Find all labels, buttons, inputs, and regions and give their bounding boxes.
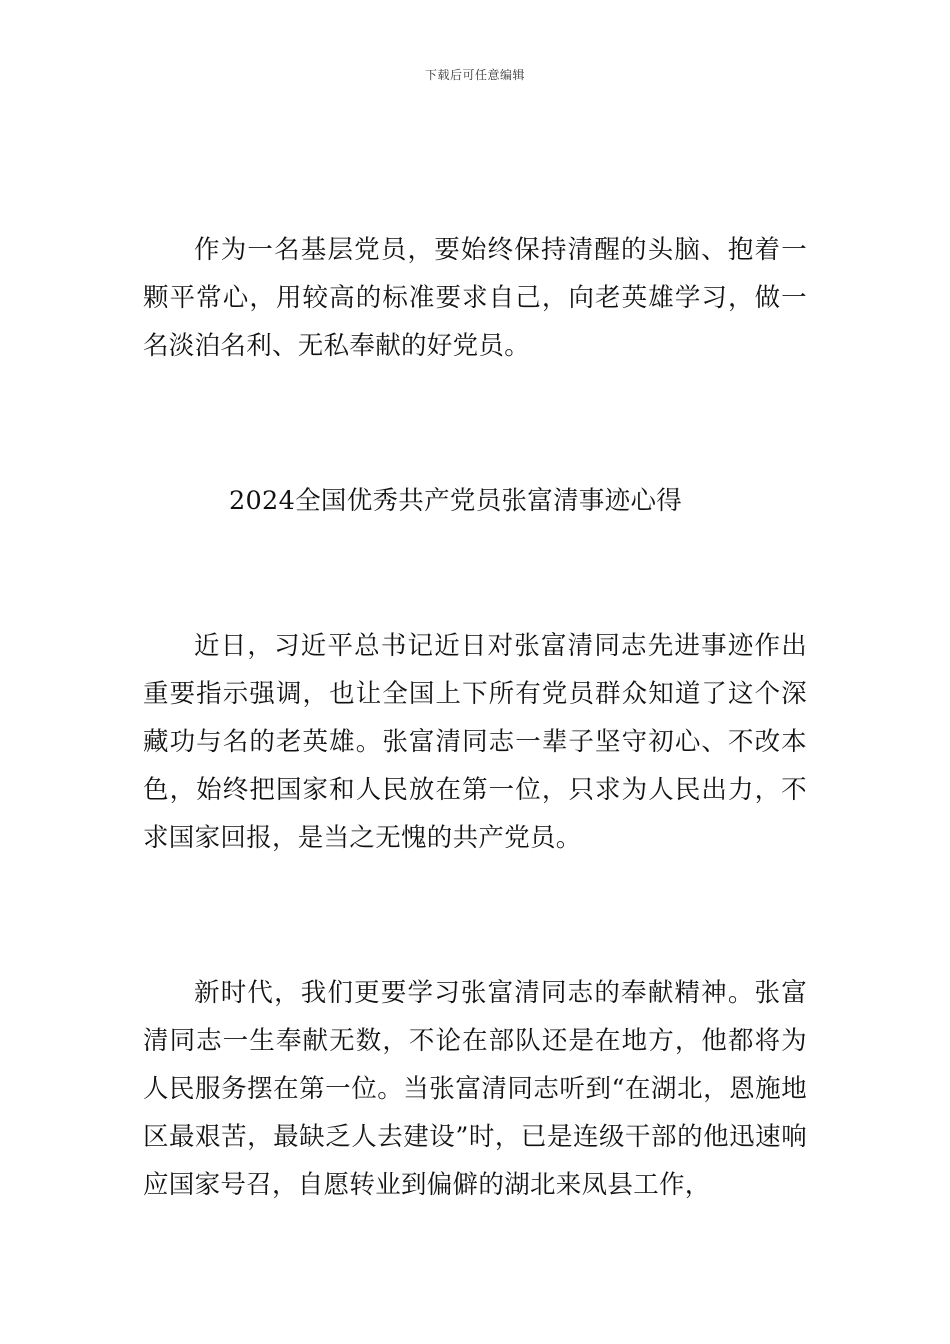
article-title: 2024全国优秀共产党员张富清事迹心得 bbox=[229, 486, 683, 516]
paragraph-2: 近日，习近平总书记近日对张富清同志先进事迹作出重要指示强调，也让全国上下所有党员群众知道了这个深藏功与名的老英雄。张富清同志一辈子坚守初心、不改本色，始终把国家和人民放在第一位，只求为人民出力，不求国家回报，是当之无愧的共产党员。 bbox=[143, 631, 807, 853]
page-header-note: 下载后可任意编辑 bbox=[424, 68, 525, 82]
paragraph-3: 新时代，我们更要学习张富清同志的奉献精神。张富清同志一生奉献无数，不论在部队还是在地方，他都将为人民服务摆在第一位。当张富清同志听到“在湖北，恩施地区最艰苦，最缺乏人去建设”时，已是连级干部的他迅速响应国家号召，自愿转业到偏僻的湖北来凤县工作， bbox=[143, 978, 807, 1200]
paragraph-1: 作为一名基层党员，要始终保持清醒的头脑、抱着一颗平常心，用较高的标准要求自己，向老英雄学习，做一名淡泊名利、无私奉献的好党员。 bbox=[143, 235, 807, 361]
